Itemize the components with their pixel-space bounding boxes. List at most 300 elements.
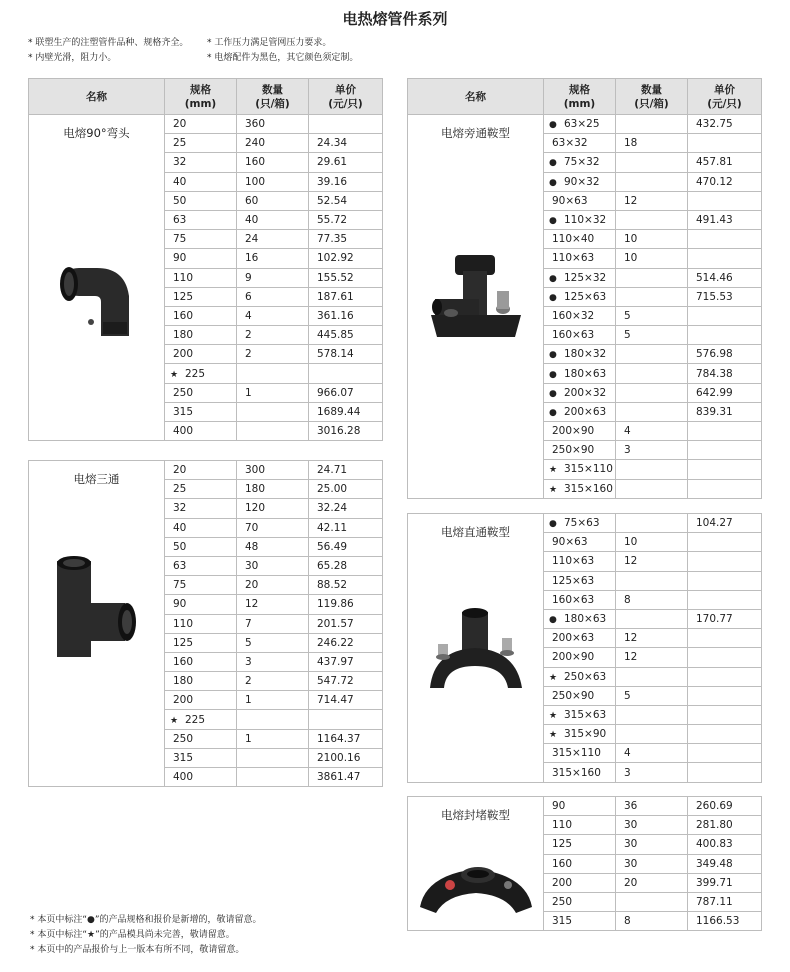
qty-cell: 20 — [237, 576, 309, 595]
price-cell: 201.57 — [309, 614, 383, 633]
price-cell — [688, 552, 762, 571]
spec-value: 160×32 — [552, 309, 595, 322]
spec-cell — [165, 230, 237, 249]
price-cell: 39.16 — [309, 172, 383, 191]
spec-cell — [544, 705, 616, 724]
price-cell: 1164.37 — [309, 729, 383, 748]
new-item-dot-icon: ● — [549, 519, 557, 530]
price-cell: 445.85 — [309, 326, 383, 345]
price-cell: 2100.16 — [309, 748, 383, 767]
elbow-fitting-image — [51, 260, 143, 343]
spec-cell — [544, 797, 616, 816]
qty-cell: 180 — [237, 480, 309, 499]
price-cell: 966.07 — [309, 383, 383, 402]
price-cell — [309, 115, 383, 134]
price-cell: 3861.47 — [309, 768, 383, 787]
spec-cell — [544, 249, 616, 268]
spec-value: 90×32 — [564, 175, 600, 188]
spec-cell — [544, 763, 616, 782]
spec-value: 200 — [173, 348, 194, 361]
spec-cell — [165, 480, 237, 499]
spec-value: 180×32 — [564, 348, 607, 361]
tee-fitting-image — [47, 553, 147, 666]
qty-cell: 3 — [616, 763, 688, 782]
spec-value: 32 — [173, 156, 187, 169]
spec-value: 110×32 — [564, 214, 607, 227]
spec-cell — [165, 576, 237, 595]
qty-cell — [616, 210, 688, 229]
price-cell: 187.61 — [309, 287, 383, 306]
qty-cell — [237, 710, 309, 729]
price-cell — [688, 460, 762, 479]
qty-cell: 16 — [237, 249, 309, 268]
spec-cell — [165, 210, 237, 229]
spec-cell — [544, 326, 616, 345]
spec-value: 200×90 — [552, 425, 595, 438]
column-header-unit: (mm) — [563, 97, 596, 110]
price-cell — [688, 533, 762, 552]
price-cell — [688, 249, 762, 268]
tee-price-table — [28, 460, 383, 787]
spec-cell — [544, 667, 616, 686]
price-cell: 170.77 — [688, 609, 762, 628]
price-cell: 349.48 — [688, 854, 762, 873]
price-cell: 437.97 — [309, 652, 383, 671]
spec-value: 63×25 — [564, 118, 600, 131]
price-cell: 432.75 — [688, 115, 762, 134]
table-row — [408, 514, 762, 533]
price-cell: 42.11 — [309, 518, 383, 537]
spec-cell — [165, 729, 237, 748]
spec-cell — [544, 514, 616, 533]
spec-cell — [544, 629, 616, 648]
price-cell: 399.71 — [688, 873, 762, 892]
spec-value: 32 — [173, 502, 187, 515]
spec-value: 250 — [173, 732, 194, 745]
footnotes — [30, 913, 262, 958]
straight-saddle-image — [424, 604, 528, 705]
spec-value: 110 — [552, 819, 573, 832]
product-name-cell — [408, 797, 544, 931]
spec-value: 160×63 — [552, 593, 595, 606]
price-cell: 32.24 — [309, 499, 383, 518]
spec-value: 315×63 — [564, 708, 607, 721]
price-cell — [688, 744, 762, 763]
qty-cell: 12 — [616, 191, 688, 210]
spec-value: 315×90 — [564, 728, 607, 741]
spec-value: 250×63 — [564, 670, 607, 683]
spec-value: 315 — [552, 915, 573, 928]
spec-value: 90 — [552, 800, 566, 813]
column-header-name — [408, 79, 544, 115]
spec-cell — [165, 556, 237, 575]
qty-cell: 20 — [616, 873, 688, 892]
price-cell: 119.86 — [309, 595, 383, 614]
spec-cell — [165, 326, 237, 345]
qty-cell: 5 — [616, 306, 688, 325]
page-title: 电热熔管件系列 — [342, 10, 448, 28]
column-header-label: 数量 — [262, 83, 283, 96]
spec-cell — [165, 672, 237, 691]
qty-cell — [616, 115, 688, 134]
spec-value: 400 — [173, 425, 194, 438]
spec-value: 125 — [173, 290, 194, 303]
spec-value: 90 — [173, 598, 187, 611]
product-name: 电熔旁通鞍型 — [441, 126, 510, 140]
qty-cell: 3 — [616, 441, 688, 460]
qty-cell: 12 — [237, 595, 309, 614]
spec-cell — [544, 210, 616, 229]
spec-value: 200×32 — [564, 386, 607, 399]
spec-cell — [544, 230, 616, 249]
price-cell: 578.14 — [309, 345, 383, 364]
price-cell: 55.72 — [309, 210, 383, 229]
star-icon: ★ — [549, 465, 558, 476]
qty-cell — [237, 402, 309, 421]
spec-cell — [165, 172, 237, 191]
spec-cell — [544, 609, 616, 628]
bypass-saddle-price-table — [407, 78, 762, 499]
table-row — [29, 115, 383, 134]
spec-value: 160×63 — [552, 329, 595, 342]
qty-cell: 240 — [237, 134, 309, 153]
qty-cell: 4 — [237, 306, 309, 325]
column-header-price — [309, 79, 383, 115]
price-cell: 361.16 — [309, 306, 383, 325]
spec-value: 50 — [173, 194, 187, 207]
spec-value: 110×63 — [552, 252, 595, 265]
price-cell: 514.46 — [688, 268, 762, 287]
price-cell: 56.49 — [309, 537, 383, 556]
qty-cell — [237, 422, 309, 441]
price-cell: 1166.53 — [688, 912, 762, 931]
qty-cell: 120 — [237, 499, 309, 518]
price-cell — [688, 230, 762, 249]
qty-cell — [616, 268, 688, 287]
qty-cell: 7 — [237, 614, 309, 633]
qty-cell — [616, 172, 688, 191]
new-item-dot-icon: ● — [549, 120, 557, 131]
product-name: 电熔90°弯头 — [63, 126, 130, 140]
spec-value: 75×32 — [564, 156, 600, 169]
spec-cell — [165, 461, 237, 480]
spec-cell — [165, 710, 237, 729]
spec-cell — [165, 691, 237, 710]
spec-value: 125×32 — [564, 271, 607, 284]
spec-value: 225 — [185, 713, 206, 726]
spec-cell — [165, 306, 237, 325]
spec-value: 180×63 — [564, 613, 607, 626]
star-icon: ★ — [170, 715, 179, 726]
price-cell: 65.28 — [309, 556, 383, 575]
footnote-price: * 本页中的产品报价与上一版本有所不同，敬请留意。 — [30, 945, 245, 955]
qty-cell: 160 — [237, 153, 309, 172]
spec-value: 180 — [173, 329, 194, 342]
spec-value: 90 — [173, 252, 187, 265]
price-cell: 400.83 — [688, 835, 762, 854]
spec-cell — [544, 590, 616, 609]
price-cell: 52.54 — [309, 191, 383, 210]
spec-value: 75 — [173, 579, 187, 592]
spec-value: 200 — [173, 694, 194, 707]
qty-cell — [616, 705, 688, 724]
spec-value: 20 — [173, 118, 187, 131]
star-icon: ★ — [549, 730, 558, 741]
price-cell: 470.12 — [688, 172, 762, 191]
spec-value: 63×32 — [552, 137, 588, 150]
spec-cell — [165, 768, 237, 787]
spec-value: 250×90 — [552, 444, 595, 457]
qty-cell — [237, 364, 309, 383]
spec-cell — [165, 402, 237, 421]
product-name-cell — [29, 461, 165, 787]
qty-cell — [616, 460, 688, 479]
column-header-label: 规格 — [190, 83, 211, 96]
qty-cell: 4 — [616, 422, 688, 441]
spec-cell — [544, 912, 616, 931]
qty-cell — [616, 287, 688, 306]
price-cell: 457.81 — [688, 153, 762, 172]
bypass-saddle-image — [429, 251, 523, 350]
price-cell: 491.43 — [688, 210, 762, 229]
spec-cell — [544, 402, 616, 421]
spec-value: 125 — [173, 636, 194, 649]
spec-cell — [544, 306, 616, 325]
footnote-new: * 本页中标注“●”的产品规格和报价是新增的，敬请留意。 — [30, 915, 262, 925]
table-row — [408, 797, 762, 816]
qty-cell: 5 — [616, 326, 688, 345]
column-header-unit: (元/只) — [707, 97, 742, 110]
spec-cell — [165, 287, 237, 306]
qty-cell: 30 — [616, 816, 688, 835]
table-row — [408, 115, 762, 134]
price-cell — [688, 479, 762, 498]
spec-cell — [165, 614, 237, 633]
price-cell — [309, 364, 383, 383]
spec-value: 250 — [552, 896, 573, 909]
qty-cell: 4 — [616, 744, 688, 763]
qty-cell: 70 — [237, 518, 309, 537]
spec-cell — [165, 748, 237, 767]
price-cell: 102.92 — [309, 249, 383, 268]
qty-cell: 1 — [237, 383, 309, 402]
price-cell — [688, 725, 762, 744]
spec-value: 50 — [173, 540, 187, 553]
spec-value: 315 — [173, 405, 194, 418]
spec-cell — [544, 533, 616, 552]
table-header-row — [29, 79, 383, 115]
spec-value: 200×63 — [564, 405, 607, 418]
spec-value: 25 — [173, 483, 187, 496]
spec-cell — [544, 460, 616, 479]
qty-cell — [616, 402, 688, 421]
spec-value: 110×40 — [552, 233, 595, 246]
spec-cell — [165, 595, 237, 614]
price-cell — [688, 686, 762, 705]
spec-cell — [165, 268, 237, 287]
spec-cell — [544, 835, 616, 854]
note-text: * 电熔配件为黑色，其它颜色须定制。 — [207, 53, 359, 63]
column-header-label: 名称 — [465, 90, 486, 103]
qty-cell — [616, 667, 688, 686]
column-header-price — [688, 79, 762, 115]
qty-cell: 12 — [616, 648, 688, 667]
qty-cell: 360 — [237, 115, 309, 134]
spec-value: 315×110 — [564, 463, 613, 476]
price-cell: 1689.44 — [309, 402, 383, 421]
spec-cell — [165, 345, 237, 364]
qty-cell — [616, 609, 688, 628]
note-text: * 工作压力满足管网压力要求。 — [207, 38, 332, 48]
column-header-label: 单价 — [335, 83, 356, 96]
qty-cell: 48 — [237, 537, 309, 556]
spec-cell — [544, 115, 616, 134]
spec-value: 63 — [173, 214, 187, 227]
column-header-name — [29, 79, 165, 115]
price-cell: 104.27 — [688, 514, 762, 533]
qty-cell: 40 — [237, 210, 309, 229]
spec-cell — [544, 892, 616, 911]
spec-cell — [544, 441, 616, 460]
spec-cell — [544, 268, 616, 287]
price-cell — [688, 326, 762, 345]
qty-cell — [616, 725, 688, 744]
price-cell — [688, 306, 762, 325]
spec-value: 90×63 — [552, 536, 588, 549]
spec-cell — [544, 287, 616, 306]
spec-value: 180×63 — [564, 367, 607, 380]
qty-cell: 36 — [616, 797, 688, 816]
spec-value: 400 — [173, 771, 194, 784]
table-row — [29, 461, 383, 480]
price-cell: 260.69 — [688, 797, 762, 816]
spec-cell — [544, 725, 616, 744]
qty-cell: 24 — [237, 230, 309, 249]
price-cell: 784.38 — [688, 364, 762, 383]
star-icon: ★ — [549, 710, 558, 721]
spec-value: 225 — [185, 367, 206, 380]
spec-value: 250 — [173, 386, 194, 399]
product-name-cell — [408, 115, 544, 499]
spec-cell — [544, 479, 616, 498]
qty-cell: 18 — [616, 134, 688, 153]
new-item-dot-icon: ● — [549, 216, 557, 227]
column-header-label: 规格 — [569, 83, 590, 96]
spec-cell — [544, 153, 616, 172]
price-cell: 88.52 — [309, 576, 383, 595]
qty-cell: 10 — [616, 249, 688, 268]
footnote-star: * 本页中标注“★”的产品模具尚未完善，敬请留意。 — [30, 930, 235, 940]
spec-value: 160 — [552, 857, 573, 870]
qty-cell — [616, 514, 688, 533]
spec-cell — [165, 537, 237, 556]
straight-saddle-price-table — [407, 513, 762, 783]
qty-cell — [616, 479, 688, 498]
price-cell — [688, 571, 762, 590]
qty-cell: 8 — [616, 590, 688, 609]
qty-cell: 3 — [237, 652, 309, 671]
price-cell — [688, 590, 762, 609]
spec-cell — [165, 518, 237, 537]
spec-value: 125 — [552, 838, 573, 851]
product-name: 电熔三通 — [73, 472, 120, 486]
price-cell — [688, 763, 762, 782]
spec-cell — [165, 249, 237, 268]
spec-cell — [544, 816, 616, 835]
price-cell — [688, 441, 762, 460]
price-cell — [688, 422, 762, 441]
spec-value: 200 — [552, 876, 573, 889]
spec-cell — [544, 383, 616, 402]
spec-cell — [544, 345, 616, 364]
column-header-label: 数量 — [641, 83, 662, 96]
new-item-dot-icon: ● — [549, 388, 557, 399]
spec-cell — [165, 115, 237, 134]
spec-value: 90×63 — [552, 194, 588, 207]
column-header-unit: (元/只) — [328, 97, 363, 110]
price-cell — [309, 710, 383, 729]
spec-value: 110×63 — [552, 555, 595, 568]
spec-cell — [544, 191, 616, 210]
qty-cell: 10 — [616, 230, 688, 249]
qty-cell: 2 — [237, 345, 309, 364]
qty-cell: 12 — [616, 629, 688, 648]
new-item-dot-icon: ● — [549, 177, 557, 188]
table-header-row — [408, 79, 762, 115]
spec-cell — [544, 552, 616, 571]
qty-cell: 300 — [237, 461, 309, 480]
spec-value: 110 — [173, 271, 194, 284]
product-name: 电熔直通鞍型 — [441, 525, 510, 539]
new-item-dot-icon: ● — [549, 350, 557, 361]
new-item-dot-icon: ● — [549, 273, 557, 284]
spec-value: 63 — [173, 560, 187, 573]
spec-value: 125×63 — [552, 574, 595, 587]
column-header-spec — [544, 79, 616, 115]
price-cell: 715.53 — [688, 287, 762, 306]
qty-cell: 100 — [237, 172, 309, 191]
column-header-label: 名称 — [86, 90, 107, 103]
spec-value: 40 — [173, 521, 187, 534]
qty-cell: 12 — [616, 552, 688, 571]
price-cell: 281.80 — [688, 816, 762, 835]
spec-cell — [165, 364, 237, 383]
spec-value: 20 — [173, 464, 187, 477]
spec-value: 40 — [173, 175, 187, 188]
spec-cell — [165, 499, 237, 518]
new-item-dot-icon: ● — [549, 158, 557, 169]
price-cell: 576.98 — [688, 345, 762, 364]
qty-cell — [616, 364, 688, 383]
spec-value: 250×90 — [552, 689, 595, 702]
spec-cell — [165, 652, 237, 671]
qty-cell — [237, 748, 309, 767]
spec-value: 315×110 — [552, 747, 601, 760]
price-cell: 24.71 — [309, 461, 383, 480]
price-cell — [688, 648, 762, 667]
spec-cell — [544, 744, 616, 763]
qty-cell: 30 — [616, 835, 688, 854]
qty-cell: 5 — [616, 686, 688, 705]
price-cell: 24.34 — [309, 134, 383, 153]
column-header-unit: (只/箱) — [255, 97, 290, 110]
qty-cell: 30 — [616, 854, 688, 873]
spec-cell — [165, 422, 237, 441]
spec-cell — [544, 686, 616, 705]
price-cell: 77.35 — [309, 230, 383, 249]
spec-cell — [544, 873, 616, 892]
cap-saddle-image — [416, 847, 536, 930]
